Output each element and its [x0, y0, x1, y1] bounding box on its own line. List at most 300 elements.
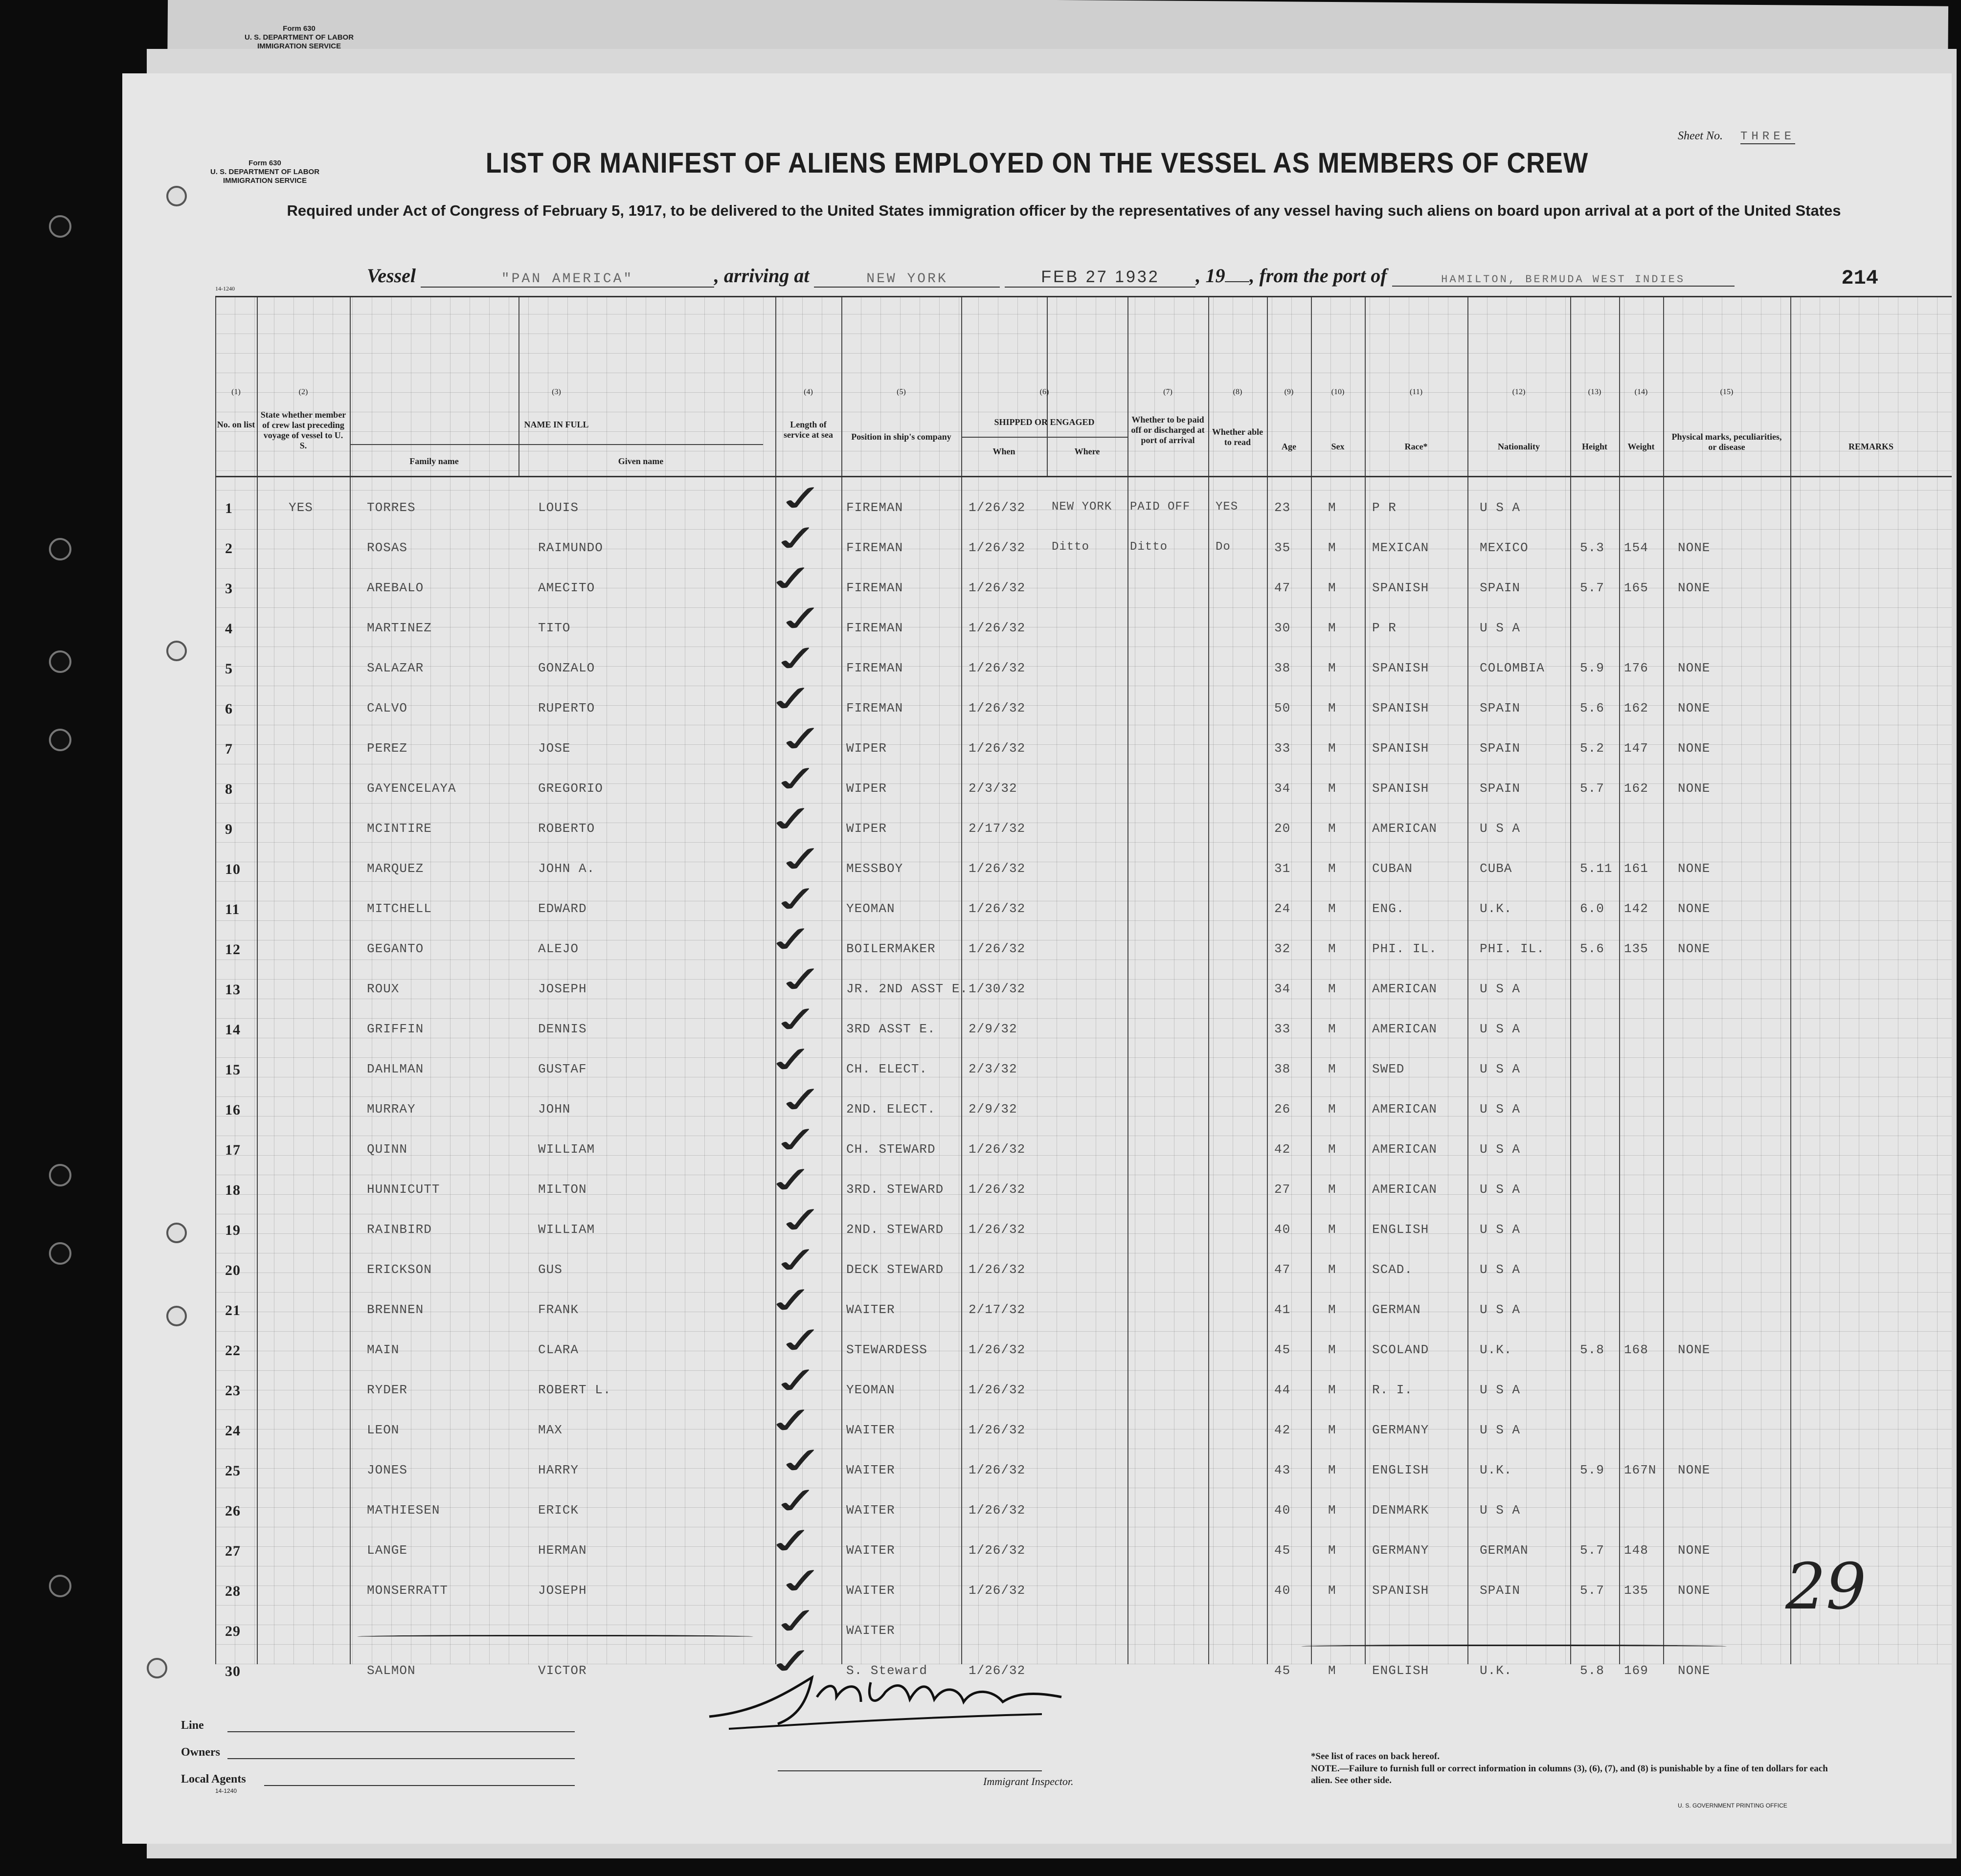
row-18-position: 3RD. STEWARD [846, 1182, 944, 1197]
row-27-nat: GERMAN [1480, 1543, 1529, 1558]
col-nationality: Nationality [1497, 442, 1540, 451]
line-label: Line [181, 1719, 204, 1732]
row-8-no: 8 [225, 781, 233, 797]
row-27-given: HERMAN [538, 1543, 587, 1558]
row-19-family: RAINBIRD [367, 1222, 432, 1237]
row-22-weight: 168 [1624, 1342, 1648, 1357]
row-8-age: 34 [1274, 781, 1291, 796]
handwritten-total: 29 [1785, 1549, 1867, 1624]
row-28-marks: NONE [1678, 1583, 1711, 1598]
manifest-table: 14-1240 (1) No. on list (2) State whether member of crew last preceding voyage of vessel to U. S. (3) NAME IN FULL Family name Given name (4) Length of service at sea (5) Position in ship's company (6) SHIPPED OR ENGAGED When Where (7) Whether to be paid off or discharged at port of arrival (8) Whether able to read (9) Age (10) Sex (11) Race* (12) Nationality (13) Height (14) Weight (15) Physical marks, peculiarities, or disease REMARKS 1 YES TORRES LOUIS FIREMAN 1/26/32 NEW YORK PAID OFF YES 23 M P R U S A ✓ 2 ROSAS RAIMUNDO FIREMAN 1/26/32 Ditto Ditto Do 35 M MEXICAN MEXICO 5.3 154 NONE ✓ 3 AREBALO AMECITO FIREMAN 1/26/32 47 M SPANISH SPAIN 5.7 165 NONE ✓ 4 MARTINEZ TITO FIREMAN 1/26/32 30 M P R U S A ✓ 5 SALAZAR GONZALO FIREMAN 1/26/32 38 M SPANISH COLOMBIA 5.9 176 NONE ✓ 6 CALVO RUPERTO FIREMAN 1/26/32 50 M SPANISH SPAIN 5.6 162 NONE ✓ 7 PEREZ JOSE WIPER 1/26/32 33 M SPANISH SPAIN 5.2 147 NONE ✓ 8 GAYENCELAYA GREGORIO WIPER 2/3/32 34 M SPANISH SPAIN 5.7 162 NONE ✓ 9 MCINTIRE ROBERTO WIPER 2/17/32 20 M AMERICAN U S A ✓ 10 MARQUEZ JOHN A. MESSBOY 1/26/32 31 M CUBAN CUBA 5.11 161 NONE ✓ 11 MITCHELL EDWARD YEOMAN 1/26/32 24 M ENG. U.K. 6.0 142 NONE ✓ 12 GEGANTO ALEJO BOILERMAKER 1/26/32 32 M PHI. IL. PHI. IL. 5.6 135 NONE ✓ 13 ROUX JOSEPH JR. 2ND ASST E. 1/30/32 34 M AMERICAN U S A ✓ 14 GRIFFIN DENNIS 3RD ASST E. 2/9/32 33 M AMERICAN U S A ✓ 15 DAHLMAN GUSTAF CH. ELECT. 2/3/32 38 M SWED U S A ✓ 16 MURRAY JOHN 2ND. ELECT. 2/9/32 26 M AMERICAN U S A ✓ 17 QUINN WILLIAM CH. STEWARD 1/26/32 42 M AMERICAN U S A ✓ 18 HUNNICUTT MILTON 3RD. STEWARD 1/26/32 27 M AMERICAN U S A ✓ 19 RAINBIRD WILLIAM 2ND. STEWARD 1/26/32 40 M ENGLISH U S A ✓ 20 ERICKSON GUS DECK STEWARD 1/26/32 47 M SCAD. U S A ✓ 21 BRENNEN FRANK WAITER 2/17/32 41 M GERMAN U S A ✓ 22 MAIN CLARA STEWARDESS 1/26/32 45 M SCOLAND U.K. 5.8 168 NONE ✓ 23 RYDER ROBERT L. YEOMAN 1/26/32 44 M R. I. U S A ✓ 24 LEON MAX WAITER 1/26/32 42 M GERMANY U S A ✓ 25 JONES HARRY WAITER 1/26/32 43 M ENGLISH U.K. 5.9 167N NONE ✓ 26 MATHIESEN ERICK WAITER 1/26/32 40 M DENMARK U S A ✓ 27 LANGE HERMAN WAITER 1/26/32 45 M GERMANY GERMAN 5.7 148 NONE ✓ 28 MONSERRATT JOSEPH WAITER 1/26/32 40 M SPANISH SPAIN 5.7 135 NONE ✓ 29 WAITER ✓ 30 SALMON VICTOR S. Steward 1/26/32 45 M ENGLISH U.K. 5.8 169 NONE ✓ 29 [215, 296, 1952, 1664]
row-21-no: 21 [225, 1302, 241, 1318]
row-1-prev: YES [289, 500, 313, 515]
row-4-sex: M [1328, 621, 1336, 635]
punch-ring [166, 1306, 187, 1326]
row-25-family: JONES [367, 1463, 408, 1477]
row-9-position: WIPER [846, 821, 887, 836]
row-25-when: 1/26/32 [969, 1463, 1026, 1477]
row-14-age: 33 [1274, 1022, 1291, 1036]
row-8-race: SPANISH [1372, 781, 1429, 796]
row-6-no: 6 [225, 701, 233, 717]
col-remarks: REMARKS [1848, 442, 1893, 451]
row-25-height: 5.9 [1580, 1463, 1604, 1477]
col-sex: Sex [1331, 442, 1345, 451]
row-1-paid: PAID OFF [1130, 500, 1191, 514]
vessel-line: Vessel "PAN AMERICA" , arriving at NEW YORK FEB 27 1932 , 19 , from the port of HAMILTON, BERMUDA WEST INDIES [220, 264, 1908, 288]
row-22-height: 5.8 [1580, 1342, 1604, 1357]
row-5-sex: M [1328, 661, 1336, 675]
row-7-when: 1/26/32 [969, 741, 1026, 756]
row-17-given: WILLIAM [538, 1142, 595, 1157]
service-check-mark: ✓ [765, 516, 829, 561]
row-18-race: AMERICAN [1372, 1182, 1437, 1197]
row-17-family: QUINN [367, 1142, 408, 1157]
service-check-mark: ✓ [770, 1318, 834, 1363]
row-30-family: SALMON [367, 1663, 416, 1678]
service-check-mark: ✓ [760, 1639, 824, 1684]
row-15-family: DAHLMAN [367, 1062, 424, 1076]
service-check-mark: ✓ [770, 1559, 834, 1604]
row-15-position: CH. ELECT. [846, 1062, 928, 1076]
row-9-age: 20 [1274, 821, 1291, 836]
row-3-marks: NONE [1678, 581, 1711, 595]
row-18-age: 27 [1274, 1182, 1291, 1197]
row-22-marks: NONE [1678, 1342, 1711, 1357]
row-5-no: 5 [225, 661, 233, 677]
row-17-position: CH. STEWARD [846, 1142, 936, 1157]
row-25-position: WAITER [846, 1463, 895, 1477]
vessel-name: "PAN AMERICA" [421, 271, 714, 288]
row-28-nat: SPAIN [1480, 1583, 1521, 1598]
row-30-position: S. Steward [846, 1663, 928, 1678]
binder-hole [49, 1164, 71, 1186]
row-8-height: 5.7 [1580, 781, 1604, 796]
row-30-nat: U.K. [1480, 1663, 1512, 1678]
manifest-page: Form 630 U. S. DEPARTMENT OF LABOR IMMIGRATION SERVICE Sheet No. THREE LIST OR MANIFEST OF ALIENS EMPLOYED ON THE VESSEL AS MEMBERS OF CREW Required under Act of Congress of February 5, 1917, to be delivered to the United States immigration officer by the representatives of any vessel having such aliens on board upon arrival at a port of the United States Vessel "PAN AMERICA" , arriving at NEW YORK FEB 27 1932 , 19 , from the port of HAMILTON, BERMUDA WEST INDIES 214 14-1240 (1) No. on list (2) State whether member of crew last preceding voyage of vessel to U. S. (3) NAME IN FULL Family name Given name (4) Length of service at sea (5) Position in ship's company (6) SHIPPED OR ENGAGED When Where (7) Whether to be paid off or discharged at port of arrival (8) Whether able to read (9) Age (10) Sex (11) Race* (12) Nationality (13) Height (14) Weight (15) Physical marks, peculiarities, or disease REMARKS 1 YES TORRES LOUIS FIREMAN 1/26/32 NEW YORK PAID OFF YES 23 M P R U S A ✓ 2 ROSAS RAIMUNDO FIREMAN 1/26/32 Ditto Ditto Do 35 M MEXICAN MEXICO 5.3 154 NONE ✓ 3 AREBALO AMECITO FIREMAN 1/26/32 47 M SPANISH SPAIN 5.7 165 NONE ✓ 4 MARTINEZ TITO FIREMAN 1/26/32 30 M P R U S A ✓ 5 SALAZAR GONZALO FIREMAN 1/26/32 38 M SPANISH COLOMBIA 5.9 176 NONE ✓ 6 CALVO RUPERTO FIREMAN 1/26/32 50 M SPANISH SPAIN 5.6 162 NONE ✓ 7 PEREZ JOSE WIPER 1/26/32 33 M SPANISH SPAIN 5.2 147 NONE ✓ 8 GAYENCELAYA GREGORIO WIPER 2/3/32 34 M SPANISH SPAIN 5.7 162 NONE ✓ 9 MCINTIRE ROBERTO WIPER 2/17/32 20 M AMERICAN U S A ✓ 10 MARQUEZ JOHN A. MESSBOY 1/26/32 31 M CUBAN CUBA 5.11 161 NONE ✓ 11 MITCHELL EDWARD YEOMAN 1/26/32 24 M ENG. U.K. 6.0 142 NONE ✓ 12 GEGANTO ALEJO BOILERMAKER 1/26/32 32 M PHI. IL. PHI. IL. 5.6 135 NONE ✓ 13 ROUX JOSEPH JR. 2ND ASST E. 1/30/32 34 M AMERICAN U S A ✓ 14 GRIFFIN DENNIS 3RD ASST E. 2/9/32 33 M AMERICAN U S A ✓ 15 DAHLMAN GUSTAF CH. ELECT. 2/3/32 38 M SWED U S A ✓ 16 MURRAY JOHN 2ND. ELECT. 2/9/32 26 M AMERICAN U S A ✓ 17 QUINN WILLIAM CH. STEWARD 1/26/32 42 M AMERICAN U S A ✓ 18 HUNNICUTT MILTON 3RD. STEWARD 1/26/32 27 M AMERICAN U S A ✓ 19 RAINBIRD WILLIAM 2ND. STEWARD 1/26/32 40 M ENGLISH U S A ✓ 20 ERICKSON GUS DECK STEWARD 1/26/32 47 M SCAD. U S A ✓ 21 BRENNEN FRANK WAITER 2/17/32 41 M GERMAN U S A ✓ 22 MAIN CLARA STEWARDESS 1/26/32 45 M SCOLAND U.K. 5.8 168 NONE ✓ 23 RYDER ROBERT L. YEOMAN 1/26/32 44 M R. I. U S A ✓ 24 LEON MAX WAITER 1/26/32 42 M GERMANY U S A ✓ 25 JONES HARRY WAITER 1/26/32 43 M ENGLISH U.K. 5.9 167N NONE ✓ 26 MATHIESEN ERICK WAITER 1/26/32 40 M DENMARK U S A ✓ 27 LANGE HERMAN WAITER 1/26/32 45 M GERMANY GERMAN 5.7 148 NONE ✓ 28 MONSERRATT JOSEPH WAITER 1/26/32 40 M SPANISH SPAIN 5.7 135 NONE ✓ 29 WAITER ✓ 30 SALMON VICTOR S. Steward 1/26/32 45 M ENGLISH U.K. 5.8 169 NONE ✓ 29 Line Owners Local Agents 14-1240 Immigrant Inspector. *See list of races on back hereof. NOTE.—Failure to furnish full or correct information in columns (3), (6), (7), and (8) is punishable by a fine of ten dollars for each alien. See other side. U. S. GOVERNMENT PRINTING OFFICE [122, 73, 1952, 1844]
row-12-weight: 135 [1624, 941, 1648, 956]
col-height: Height [1582, 442, 1607, 451]
row-5-height: 5.9 [1580, 661, 1604, 675]
col-position: Position in ship's company [851, 432, 951, 442]
row-8-position: WIPER [846, 781, 887, 796]
row-10-given: JOHN A. [538, 861, 595, 876]
row-24-race: GERMANY [1372, 1423, 1429, 1437]
row-15-age: 38 [1274, 1062, 1291, 1076]
row-10-nat: CUBA [1480, 861, 1512, 876]
local-agents-label: Local Agents [181, 1773, 246, 1786]
service-check-mark: ✓ [760, 1278, 824, 1323]
row-3-weight: 165 [1624, 581, 1648, 595]
row-2-weight: 154 [1624, 540, 1648, 555]
row-20-nat: U S A [1480, 1262, 1521, 1277]
row-24-age: 42 [1274, 1423, 1291, 1437]
row-1-race: P R [1372, 500, 1397, 515]
row-16-when: 2/9/32 [969, 1102, 1017, 1117]
binder-hole [49, 215, 71, 238]
service-check-mark: ✓ [760, 556, 824, 601]
inspector-signature [699, 1663, 1071, 1736]
col-given-name: Given name [618, 456, 664, 466]
row-14-race: AMERICAN [1372, 1022, 1437, 1036]
col-previous-voyage: State whether member of crew last preceding voyage of vessel to U. S. [260, 410, 346, 450]
row-12-family: GEGANTO [367, 941, 424, 956]
row-23-age: 44 [1274, 1383, 1291, 1397]
row-11-age: 24 [1274, 901, 1291, 916]
row-27-family: LANGE [367, 1543, 408, 1558]
row-21-nat: U S A [1480, 1302, 1521, 1317]
row-18-nat: U S A [1480, 1182, 1521, 1197]
row-16-family: MURRAY [367, 1102, 416, 1117]
row-12-position: BOILERMAKER [846, 941, 936, 956]
row-4-family: MARTINEZ [367, 621, 432, 635]
row-18-no: 18 [225, 1182, 241, 1198]
row-10-when: 1/26/32 [969, 861, 1026, 876]
row-26-race: DENMARK [1372, 1503, 1429, 1518]
row-30-no: 30 [225, 1663, 241, 1679]
row-21-family: BRENNEN [367, 1302, 424, 1317]
row-28-weight: 135 [1624, 1583, 1648, 1598]
row-20-no: 20 [225, 1262, 241, 1278]
back-form-header: Form 630 U. S. DEPARTMENT OF LABOR IMMIGRATION SERVICE [245, 24, 354, 50]
row-5-marks: NONE [1678, 661, 1711, 675]
row-24-given: MAX [538, 1423, 563, 1437]
row-28-height: 5.7 [1580, 1583, 1604, 1598]
row-24-sex: M [1328, 1423, 1336, 1437]
row-28-given: JOSEPH [538, 1583, 587, 1598]
row-13-position: JR. 2ND ASST E. [846, 982, 969, 996]
row-1-when: 1/26/32 [969, 500, 1026, 515]
col-race: Race* [1404, 442, 1428, 451]
row-17-sex: M [1328, 1142, 1336, 1157]
row-14-when: 2/9/32 [969, 1022, 1017, 1036]
row-7-height: 5.2 [1580, 741, 1604, 756]
row-19-no: 19 [225, 1222, 241, 1238]
immigrant-inspector-label: Immigrant Inspector. [983, 1775, 1074, 1787]
row-10-marks: NONE [1678, 861, 1711, 876]
row-23-no: 23 [225, 1383, 241, 1399]
row-25-nat: U.K. [1480, 1463, 1512, 1477]
row-2-age: 35 [1274, 540, 1291, 555]
row-19-given: WILLIAM [538, 1222, 595, 1237]
row-23-when: 1/26/32 [969, 1383, 1026, 1397]
row-7-given: JOSE [538, 741, 571, 756]
row-11-race: ENG. [1372, 901, 1405, 916]
row-13-age: 34 [1274, 982, 1291, 996]
row-28-family: MONSERRATT [367, 1583, 449, 1598]
row-21-age: 41 [1274, 1302, 1291, 1317]
row-11-sex: M [1328, 901, 1336, 916]
service-check-mark: ✓ [760, 676, 824, 721]
row-8-when: 2/3/32 [969, 781, 1017, 796]
row-3-age: 47 [1274, 581, 1291, 595]
row-10-sex: M [1328, 861, 1336, 876]
row-21-position: WAITER [846, 1302, 895, 1317]
row-9-when: 2/17/32 [969, 821, 1026, 836]
row-6-height: 5.6 [1580, 701, 1604, 715]
row-14-family: GRIFFIN [367, 1022, 424, 1036]
owners-label: Owners [181, 1746, 220, 1759]
row-19-when: 1/26/32 [969, 1222, 1026, 1237]
row-30-age: 45 [1274, 1663, 1291, 1678]
row-10-family: MARQUEZ [367, 861, 424, 876]
service-check-mark: ✓ [760, 1158, 824, 1203]
row-23-nat: U S A [1480, 1383, 1521, 1397]
service-check-mark: ✓ [765, 877, 829, 922]
row-16-position: 2ND. ELECT. [846, 1102, 936, 1117]
row-23-family: RYDER [367, 1383, 408, 1397]
row-5-family: SALAZAR [367, 661, 424, 675]
row-13-sex: M [1328, 982, 1336, 996]
row-22-age: 45 [1274, 1342, 1291, 1357]
row-24-nat: U S A [1480, 1423, 1521, 1437]
row-6-when: 1/26/32 [969, 701, 1026, 715]
penalty-note: NOTE.—Failure to furnish full or correct information in columns (3), (6), (7), and (8) is punishable by a fine of ten dollars for each alien. See other side. [1311, 1764, 1828, 1786]
row-30-weight: 169 [1624, 1663, 1648, 1678]
row-15-nat: U S A [1480, 1062, 1521, 1076]
service-check-mark: ✓ [765, 1238, 829, 1283]
row-21-when: 2/17/32 [969, 1302, 1026, 1317]
row-6-family: CALVO [367, 701, 408, 715]
row-9-race: AMERICAN [1372, 821, 1437, 836]
row-2-marks: NONE [1678, 540, 1711, 555]
row-20-when: 1/26/32 [969, 1262, 1026, 1277]
row-5-position: FIREMAN [846, 661, 903, 675]
row-12-age: 32 [1274, 941, 1291, 956]
binder-hole [49, 650, 71, 673]
row-29-no: 29 [225, 1623, 241, 1639]
service-check-mark: ✓ [770, 957, 834, 1002]
row-24-when: 1/26/32 [969, 1423, 1026, 1437]
page-number: 214 [1841, 267, 1878, 290]
row-28-race: SPANISH [1372, 1583, 1429, 1598]
row-3-position: FIREMAN [846, 581, 903, 595]
row-5-age: 38 [1274, 661, 1291, 675]
row-3-height: 5.7 [1580, 581, 1604, 595]
row-22-family: MAIN [367, 1342, 400, 1357]
page-title: LIST OR MANIFEST OF ALIENS EMPLOYED ON THE VESSEL AS MEMBERS OF CREW [485, 147, 1589, 179]
row-11-family: MITCHELL [367, 901, 432, 916]
row-5-given: GONZALO [538, 661, 595, 675]
service-check-mark: ✓ [770, 1198, 834, 1243]
row-16-given: JOHN [538, 1102, 571, 1117]
service-check-mark: ✓ [760, 1398, 824, 1443]
col-shipped: SHIPPED OR ENGAGED [994, 417, 1095, 427]
row-15-sex: M [1328, 1062, 1336, 1076]
row-25-no: 25 [225, 1463, 241, 1479]
row-6-weight: 162 [1624, 701, 1648, 715]
row-5-race: SPANISH [1372, 661, 1429, 675]
row-2-family: ROSAS [367, 540, 408, 555]
row-2-when: 1/26/32 [969, 540, 1026, 555]
row-4-when: 1/26/32 [969, 621, 1026, 635]
row-27-weight: 148 [1624, 1543, 1648, 1558]
service-check-mark: ✓ [770, 1077, 834, 1122]
row-1-sex: M [1328, 500, 1336, 515]
row-12-nat: PHI. IL. [1480, 941, 1545, 956]
row-2-position: FIREMAN [846, 540, 903, 555]
row-20-position: DECK STEWARD [846, 1262, 944, 1277]
row-17-age: 42 [1274, 1142, 1291, 1157]
row-30-race: ENGLISH [1372, 1663, 1429, 1678]
row-13-nat: U S A [1480, 982, 1521, 996]
row-8-nat: SPAIN [1480, 781, 1521, 796]
row-3-sex: M [1328, 581, 1336, 595]
col-where: Where [1074, 447, 1100, 456]
row-16-sex: M [1328, 1102, 1336, 1117]
form-code: 14-1240 [215, 285, 235, 292]
row-16-no: 16 [225, 1102, 241, 1118]
row-19-age: 40 [1274, 1222, 1291, 1237]
row-3-nat: SPAIN [1480, 581, 1521, 595]
row-26-given: ERICK [538, 1503, 579, 1518]
row-17-when: 1/26/32 [969, 1142, 1026, 1157]
row-15-race: SWED [1372, 1062, 1405, 1076]
service-check-mark: ✓ [765, 1117, 829, 1162]
row-2-race: MEXICAN [1372, 540, 1429, 555]
service-check-mark: ✓ [760, 917, 824, 962]
row-25-given: HARRY [538, 1463, 579, 1477]
row-17-race: AMERICAN [1372, 1142, 1437, 1157]
binder-hole [49, 538, 71, 560]
row-28-position: WAITER [846, 1583, 895, 1598]
row-7-nat: SPAIN [1480, 741, 1521, 756]
row-23-race: R. I. [1372, 1383, 1413, 1397]
row-15-when: 2/3/32 [969, 1062, 1017, 1076]
row-5-when: 1/26/32 [969, 661, 1026, 675]
row-21-sex: M [1328, 1302, 1336, 1317]
row-2-sex: M [1328, 540, 1336, 555]
row-17-no: 17 [225, 1142, 241, 1158]
row-27-position: WAITER [846, 1543, 895, 1558]
row-4-no: 4 [225, 621, 233, 637]
row-11-given: EDWARD [538, 901, 587, 916]
row-2-paid: Ditto [1130, 540, 1168, 554]
row-26-no: 26 [225, 1503, 241, 1519]
arrival-date-stamp: FEB 27 1932 [1005, 268, 1195, 288]
col-name: NAME IN FULL [524, 420, 589, 429]
row-1-where: NEW YORK [1052, 500, 1112, 514]
row-6-nat: SPAIN [1480, 701, 1521, 715]
row-3-given: AMECITO [538, 581, 595, 595]
row-8-marks: NONE [1678, 781, 1711, 796]
row-19-sex: M [1328, 1222, 1336, 1237]
row-1-age: 23 [1274, 500, 1291, 515]
cancel-line-left [357, 1635, 753, 1639]
col-no: No. on list [217, 420, 255, 429]
row-16-nat: U S A [1480, 1102, 1521, 1117]
row-16-race: AMERICAN [1372, 1102, 1437, 1117]
service-check-mark: ✓ [770, 476, 834, 521]
row-20-race: SCAD. [1372, 1262, 1413, 1277]
row-16-age: 26 [1274, 1102, 1291, 1117]
row-11-height: 6.0 [1580, 901, 1604, 916]
row-11-when: 1/26/32 [969, 901, 1026, 916]
crew-rows [215, 297, 1952, 1684]
row-19-position: 2ND. STEWARD [846, 1222, 944, 1237]
row-27-no: 27 [225, 1543, 241, 1559]
row-28-age: 40 [1274, 1583, 1291, 1598]
service-check-mark: ✓ [760, 1037, 824, 1082]
punch-ring [166, 641, 187, 661]
row-3-no: 3 [225, 581, 233, 597]
row-2-nat: MEXICO [1480, 540, 1529, 555]
col-paid-off: Whether to be paid off or discharged at port of arrival [1131, 415, 1205, 445]
row-10-height: 5.11 [1580, 861, 1613, 876]
row-21-given: FRANK [538, 1302, 579, 1317]
departure-port: HAMILTON, BERMUDA WEST INDIES [1392, 273, 1735, 287]
row-25-age: 43 [1274, 1463, 1291, 1477]
col-weight: Weight [1627, 442, 1655, 451]
row-14-nat: U S A [1480, 1022, 1521, 1036]
row-12-when: 1/26/32 [969, 941, 1026, 956]
service-check-mark: ✓ [765, 1599, 829, 1644]
row-27-age: 45 [1274, 1543, 1291, 1558]
row-9-nat: U S A [1480, 821, 1521, 836]
row-11-marks: NONE [1678, 901, 1711, 916]
row-9-no: 9 [225, 821, 233, 837]
row-23-sex: M [1328, 1383, 1336, 1397]
row-7-no: 7 [225, 741, 233, 757]
row-12-given: ALEJO [538, 941, 579, 956]
row-25-weight: 167N [1624, 1463, 1657, 1477]
col-physical-marks: Physical marks, peculiarities, or disease [1671, 432, 1782, 452]
arrival-port: NEW YORK [814, 271, 1000, 288]
races-note: *See list of races on back hereof. [1311, 1751, 1440, 1762]
row-4-nat: U S A [1480, 621, 1521, 635]
row-17-nat: U S A [1480, 1142, 1521, 1157]
row-19-race: ENGLISH [1372, 1222, 1429, 1237]
row-6-sex: M [1328, 701, 1336, 715]
row-13-no: 13 [225, 982, 241, 998]
row-24-family: LEON [367, 1423, 400, 1437]
row-26-age: 40 [1274, 1503, 1291, 1518]
row-7-marks: NONE [1678, 741, 1711, 756]
row-8-given: GREGORIO [538, 781, 603, 796]
row-18-family: HUNNICUTT [367, 1182, 440, 1197]
row-1-nat: U S A [1480, 500, 1521, 515]
service-check-mark: ✓ [770, 596, 834, 641]
binder-hole [49, 1242, 71, 1265]
row-7-weight: 147 [1624, 741, 1648, 756]
row-1-given: LOUIS [538, 500, 579, 515]
row-30-given: VICTOR [538, 1663, 587, 1678]
row-10-age: 31 [1274, 861, 1291, 876]
row-1-position: FIREMAN [846, 500, 903, 515]
form-number: Form 630 U. S. DEPARTMENT OF LABOR IMMIGRATION SERVICE [210, 159, 320, 185]
row-7-position: WIPER [846, 741, 887, 756]
row-3-family: AREBALO [367, 581, 424, 595]
row-3-race: SPANISH [1372, 581, 1429, 595]
row-22-given: CLARA [538, 1342, 579, 1357]
row-19-nat: U S A [1480, 1222, 1521, 1237]
row-12-height: 5.6 [1580, 941, 1604, 956]
row-12-marks: NONE [1678, 941, 1711, 956]
row-10-position: MESSBOY [846, 861, 903, 876]
row-29-position: WAITER [846, 1623, 895, 1638]
row-30-marks: NONE [1678, 1663, 1711, 1678]
service-check-mark: ✓ [760, 797, 824, 842]
row-10-weight: 161 [1624, 861, 1648, 876]
row-2-given: RAIMUNDO [538, 540, 603, 555]
row-20-age: 47 [1274, 1262, 1291, 1277]
row-27-race: GERMANY [1372, 1543, 1429, 1558]
service-check-mark: ✓ [770, 837, 834, 882]
row-18-given: MILTON [538, 1182, 587, 1197]
row-14-sex: M [1328, 1022, 1336, 1036]
row-8-family: GAYENCELAYA [367, 781, 456, 796]
service-check-mark: ✓ [765, 1478, 829, 1523]
row-14-position: 3RD ASST E. [846, 1022, 936, 1036]
